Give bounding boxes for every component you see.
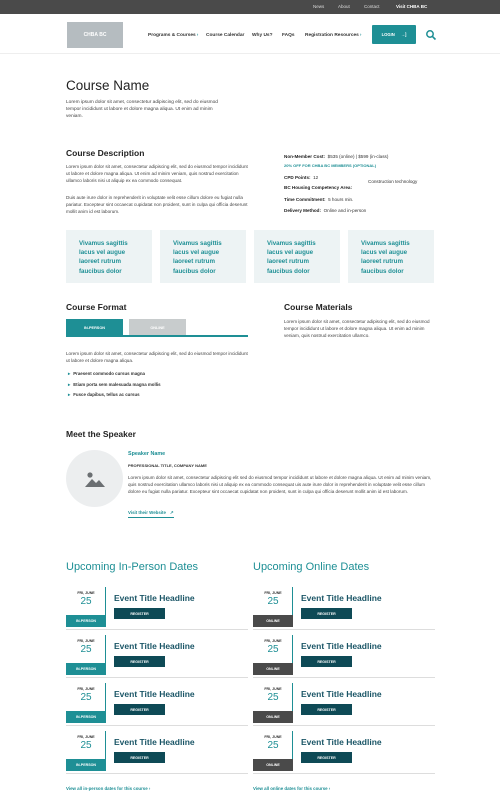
course-description-p1: Lorem ipsum dolor sit amet, consectetur adipiscing elit, sed do eiusmod tempor incididunt ut labore et dolore magna aliqua. Ut enim ad minim veniam, quis nostrud exercitation ullamco laboris nisi ut aliquip ex ea commodo consequat. <box>66 164 248 183</box>
logo[interactable]: CHBA BC <box>67 22 123 48</box>
nav-course-calendar[interactable] <box>206 33 244 38</box>
meet-speaker-heading: Meet the Speaker <box>66 429 136 439</box>
event-weekday: FRI, JUNE <box>264 591 282 595</box>
format-bullet-list <box>68 371 161 403</box>
list-item: ▸ Fusce dapibus, tellus ac cursus <box>68 392 161 403</box>
register-button[interactable]: REGISTER <box>114 608 165 619</box>
login-label: LOGIN <box>381 32 395 37</box>
cost-label: Non-Member Cost: <box>284 154 326 159</box>
format-badge: IN-PERSON <box>66 615 106 627</box>
competency-value: Construction technology <box>368 179 418 184</box>
login-icon: →] <box>400 32 407 37</box>
event-row <box>66 635 248 678</box>
nav-label: Why Us? <box>252 33 273 38</box>
highlight-card <box>254 230 340 283</box>
event-title[interactable]: Event Title Headline <box>114 593 195 603</box>
register-button[interactable]: REGISTER <box>114 656 165 667</box>
event-row <box>253 587 435 630</box>
event-day: 25 <box>267 596 279 607</box>
search-icon[interactable] <box>425 29 437 41</box>
format-badge: IN-PERSON <box>66 759 106 771</box>
course-description-heading: Course Description <box>66 148 145 158</box>
event-weekday: FRI, JUNE <box>264 735 282 739</box>
format-badge: ONLINE <box>253 663 293 675</box>
event-day: 25 <box>267 740 279 751</box>
cpd-value: 12 <box>313 175 319 180</box>
tab-underline <box>66 335 248 337</box>
event-date <box>253 683 293 723</box>
nav-why-us[interactable] <box>252 33 273 38</box>
event-title[interactable]: Event Title Headline <box>114 689 195 699</box>
news-link[interactable]: News <box>313 4 325 9</box>
speaker-name: Speaker Name <box>128 451 166 457</box>
event-date <box>66 683 106 723</box>
highlight-card <box>348 230 434 283</box>
course-format-text: Lorem ipsum dolor sit amet, consectetur adipiscing elit, sed do eiusmod tempor incididunt ut labore et dolore magna aliqua. <box>66 351 248 363</box>
nav-label: Registration Resources <box>305 33 359 38</box>
nav-registration-resources[interactable] <box>305 33 361 38</box>
event-day: 25 <box>80 644 92 655</box>
event-title[interactable]: Event Title Headline <box>301 689 382 699</box>
member-promo: 20% OFF FOR CHBA BC MEMBERS (OPTIONAL) <box>284 163 377 168</box>
event-row <box>66 683 248 726</box>
highlight-card <box>160 230 246 283</box>
format-badge: ONLINE <box>253 711 293 723</box>
event-day: 25 <box>267 644 279 655</box>
avatar <box>66 450 123 507</box>
speaker-bio: Lorem ipsum dolor sit amet, consectetur adipiscing elit sed do eiusmod tempor incididunt ut labore et dolore magna aliqua. Ut enim ad minim veniam, quis nostrud exercitation ullamco laboris nisi ut aliquip ex ea commodo consequat uis aute irure dolor in reprehenderit in voluptate velit esse cillum dolore eu fugiat nulla pariatur. Excepteur sint occaecat cupidatat non proident, sunt in culpa qui officia deserunt mollit anim id est laborum. <box>128 475 432 494</box>
course-format-heading: Course Format <box>66 302 127 312</box>
format-badge: ONLINE <box>253 615 293 627</box>
event-row <box>253 635 435 678</box>
event-title[interactable]: Event Title Headline <box>114 641 195 651</box>
nav-faqs[interactable] <box>282 33 295 38</box>
nav-label: Programs & Courses <box>148 33 196 38</box>
time-label: Time Commitment: <box>284 197 326 202</box>
event-date <box>253 731 293 771</box>
format-badge: ONLINE <box>253 759 293 771</box>
all-in-person-dates-link[interactable]: View all in-person dates for this course › <box>66 786 151 791</box>
course-lead: Lorem ipsum dolor sit amet, consectetur adipiscing elit, sed do eiusmod tempor incididunt ut labore et dolore magna aliqua. Ut enim ad minim veniam. <box>66 100 218 120</box>
event-date <box>253 635 293 675</box>
all-online-dates-link[interactable]: View all online dates for this course › <box>253 786 331 791</box>
login-button[interactable] <box>372 25 416 44</box>
cpd-label: CPD Points: <box>284 175 311 180</box>
competency-row <box>284 185 352 190</box>
register-button[interactable]: REGISTER <box>114 704 165 715</box>
image-placeholder-icon <box>84 470 106 488</box>
competency-label: BC Housing Competency Area: <box>284 185 352 190</box>
format-badge: IN-PERSON <box>66 663 106 675</box>
event-date <box>66 635 106 675</box>
contact-link[interactable]: Contact <box>364 4 380 9</box>
event-title[interactable]: Event Title Headline <box>301 593 382 603</box>
event-title[interactable]: Event Title Headline <box>301 641 382 651</box>
utility-bar <box>0 0 500 14</box>
course-materials-text: Lorem ipsum dolor sit amet, consectetur adipiscing elit, sed do eiusmod tempor incididunt ut labore et dolore magna aliqua. Ut enim ad minim veniam, quis nostrud exercitation ullamco. <box>284 319 430 338</box>
cost-row <box>284 154 388 159</box>
highlight-text: Vivamus sagittis lacus vel augue laoreet rutrum faucibus dolor <box>361 240 410 275</box>
event-day: 25 <box>80 692 92 703</box>
event-row <box>253 731 435 774</box>
event-row <box>253 683 435 726</box>
speaker-website-label: Visit their Website <box>128 510 166 515</box>
event-weekday: FRI, JUNE <box>77 639 95 643</box>
external-link-icon: ↗ <box>169 510 174 515</box>
format-badge: IN-PERSON <box>66 711 106 723</box>
nav-programs-courses[interactable] <box>148 33 198 38</box>
course-description-p2: Duis aute irure dolor in reprehenderit in voluptate velit esse cillum dolore eu fugiat nulla pariatur. Excepteur sint occaecat cupidatat non proident, sunt in culpa qui officia deserunt mollit anim id est laborum. <box>66 195 248 214</box>
chevron-right-icon: › <box>196 33 199 38</box>
event-row <box>66 587 248 630</box>
page-title: Course Name <box>66 78 150 93</box>
speaker-title: PROFESSIONAL TITLE, COMPANY NAME <box>128 463 207 468</box>
event-day: 25 <box>80 596 92 607</box>
register-button[interactable]: REGISTER <box>114 752 165 763</box>
delivery-row <box>284 208 366 213</box>
event-date <box>66 587 106 627</box>
register-button[interactable]: REGISTER <box>301 752 352 763</box>
event-title[interactable]: Event Title Headline <box>301 737 382 747</box>
in-person-dates-heading: Upcoming In-Person Dates <box>66 561 199 573</box>
cpd-row <box>284 175 318 180</box>
event-date <box>253 587 293 627</box>
cost-value: $535 (online) | $599 (in-class) <box>327 154 389 159</box>
event-weekday: FRI, JUNE <box>264 687 282 691</box>
register-button[interactable]: REGISTER <box>301 704 352 715</box>
highlight-card <box>66 230 152 283</box>
course-materials-heading: Course Materials <box>284 302 353 312</box>
register-button[interactable]: REGISTER <box>301 656 352 667</box>
highlight-text: Vivamus sagittis lacus vel augue laoreet rutrum faucibus dolor <box>173 240 222 275</box>
tab-online[interactable]: ONLINE <box>129 319 186 336</box>
about-link[interactable]: About <box>338 4 350 9</box>
event-weekday: FRI, JUNE <box>77 735 95 739</box>
highlight-text: Vivamus sagittis lacus vel augue laoreet rutrum faucibus dolor <box>267 240 316 275</box>
event-day: 25 <box>267 692 279 703</box>
visit-chba-bc-link[interactable]: Visit CHBA BC <box>396 4 428 9</box>
delivery-label: Delivery Method: <box>284 208 322 213</box>
online-dates-heading: Upcoming Online Dates <box>253 561 370 573</box>
highlight-text: Vivamus sagittis lacus vel augue laoreet rutrum faucibus dolor <box>79 240 128 275</box>
chevron-right-icon: › <box>359 33 362 38</box>
nav-label: FAQs <box>282 33 295 38</box>
event-date <box>66 731 106 771</box>
time-value: 5 hours min. <box>328 197 354 202</box>
event-weekday: FRI, JUNE <box>264 639 282 643</box>
event-day: 25 <box>80 740 92 751</box>
nav-label: Course Calendar <box>206 33 245 38</box>
speaker-website-link[interactable] <box>128 510 174 518</box>
register-button[interactable]: REGISTER <box>301 608 352 619</box>
event-title[interactable]: Event Title Headline <box>114 737 195 747</box>
delivery-value: Online and in-person <box>323 208 367 213</box>
time-row <box>284 197 353 202</box>
event-weekday: FRI, JUNE <box>77 591 95 595</box>
list-item: ▸ Praesent commodo cursus magna <box>68 371 161 382</box>
event-weekday: FRI, JUNE <box>77 687 95 691</box>
list-item: ▸ Etiam porta sem malesuada magna mollis <box>68 382 161 393</box>
event-row <box>66 731 248 774</box>
site-header <box>0 14 500 54</box>
tab-in-person[interactable]: IN-PERSON <box>66 319 123 336</box>
